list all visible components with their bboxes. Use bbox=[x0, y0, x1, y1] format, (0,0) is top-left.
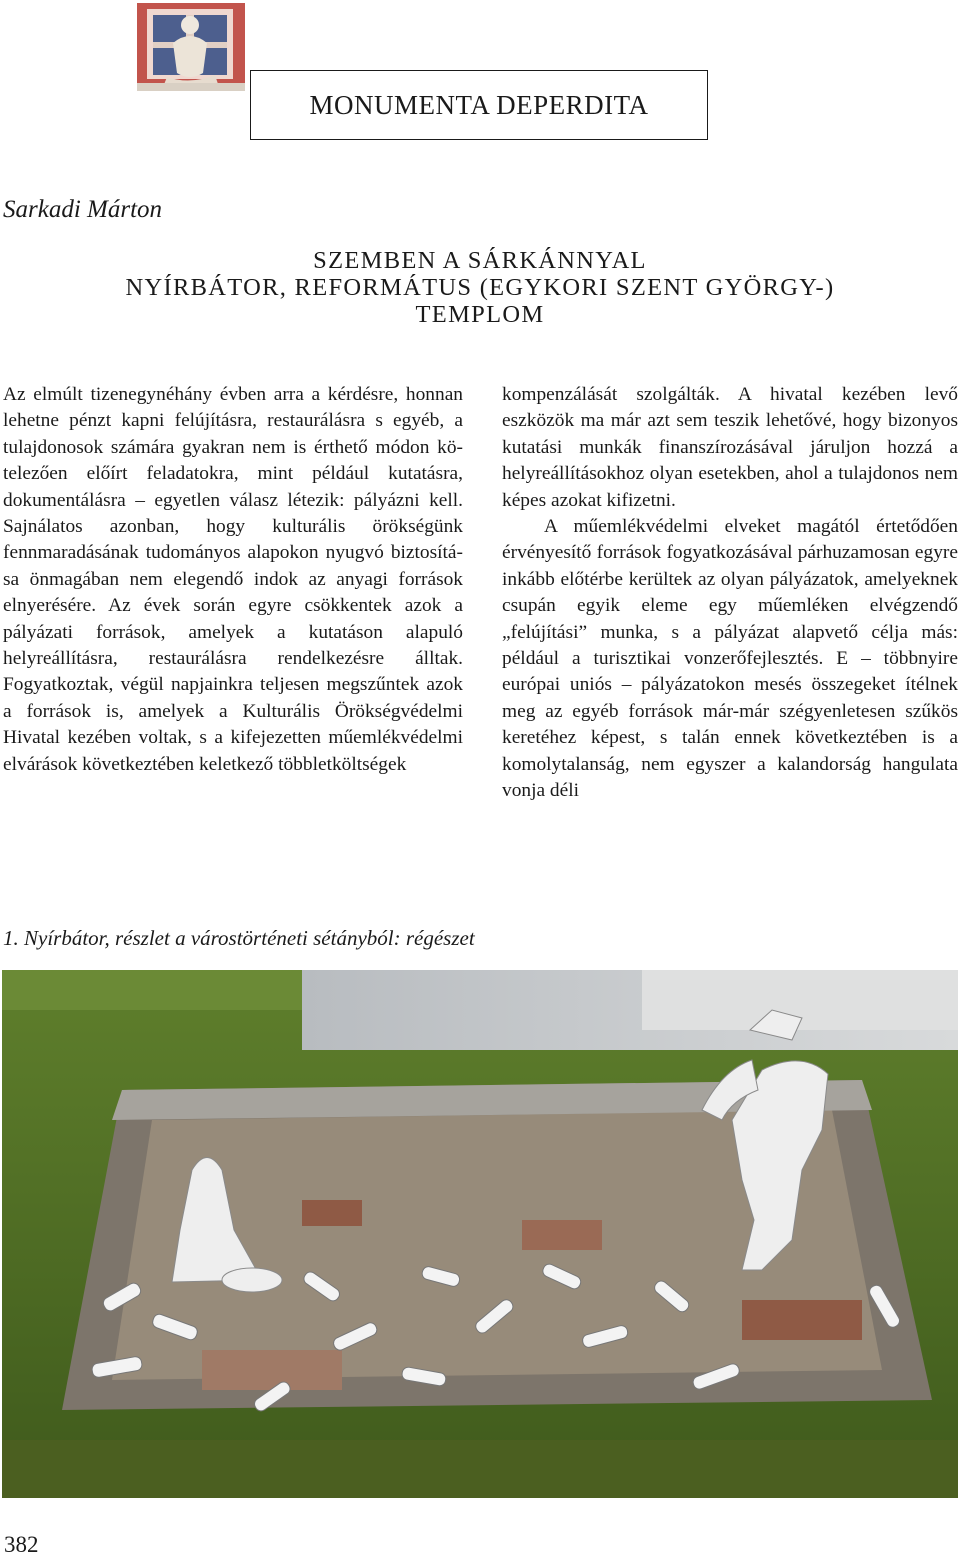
body-column-right bbox=[502, 382, 958, 805]
body-column-left bbox=[3, 382, 463, 778]
archaeology-sculpture-photo-icon bbox=[2, 970, 958, 1498]
article-title bbox=[0, 247, 960, 328]
title-line-3: TEMPLOM bbox=[415, 301, 545, 328]
figure-caption: 1. Nyírbátor, részlet a várostörténeti sétányból: régészet bbox=[3, 926, 475, 950]
body-paragraph: Az elmúlt tizenegynéhány évben arra a kérdésre, honnan lehetne pénzt kapni felújításra, restaurálásra s egyéb, a tulajdonosok számára gyakran nem is érthető módon kötelezően előírt feladatokra, mint például kutatásra, dokumentálásra – egyetlen válasz létezik: pályázni kell. Sajnálatos azonban, hogy kulturális örökségünk fennmaradásának tudományos alapokon nyugvó biztosítása önmagában nem elegendő indok az anyagi források elnyerésére. Az évek során egyre csökkentek azok a pályázati források, amelyek a kutatáson alapuló helyreállításra, restaurálásra rendelkezésre álltak. Fogyatkoztak, végül napjainkra teljesen megszűntek azok a források is, amelyek a Kulturális Örökségvédelmi Hivatal kezében voltak, s a kifejezetten műemlékvédelmi elvárások következtében keletkező többletköltségek bbox=[3, 384, 463, 775]
relief-sculpture-logo-icon bbox=[137, 3, 245, 91]
body-paragraph: A műemlékvédelmi elveket magától értetődően érvényesítő források fogyatkozásával párhuzamosan egyre inkább előtérbe kerültek az olyan pályázatok, amelyeknek csupán egyik eleme egy műemléken elvégzendő „felújítási” munka, s a pályázat alapvető célja más: például a turisztikai vonzerőfejlesztés. E – többnyire európai uniós – pályázatokon mesés összegeket ítélnek meg az egyéb források már-már szégyenletesen szűkös keretéhez képest, s talán ennek következtében is a komolytalanság, nem egyszer a kalandorság hangulata vonja déli bbox=[502, 516, 958, 802]
author-name: Sarkadi Márton bbox=[3, 196, 163, 223]
page-number: 382 bbox=[4, 1532, 39, 1557]
title-line-2: NYÍRBÁTOR, REFORMÁTUS (EGYKORI SZENT GYÖRGY-) bbox=[125, 274, 835, 301]
title-line-1: SZEMBEN A SÁRKÁNNYAL bbox=[313, 247, 647, 274]
series-title: MONUMENTA DEPERDITA bbox=[250, 70, 708, 140]
body-paragraph: kompenzálását szolgálták. A hivatal kezében levő eszközök ma már azt sem teszik lehetővé, hogy bizonyos kutatási munkák finanszírozásával járuljon hozzá a helyreállításokhoz olyan esetekben, ahol a tulajdonos nem képes azokat kifizetni. bbox=[502, 384, 958, 511]
